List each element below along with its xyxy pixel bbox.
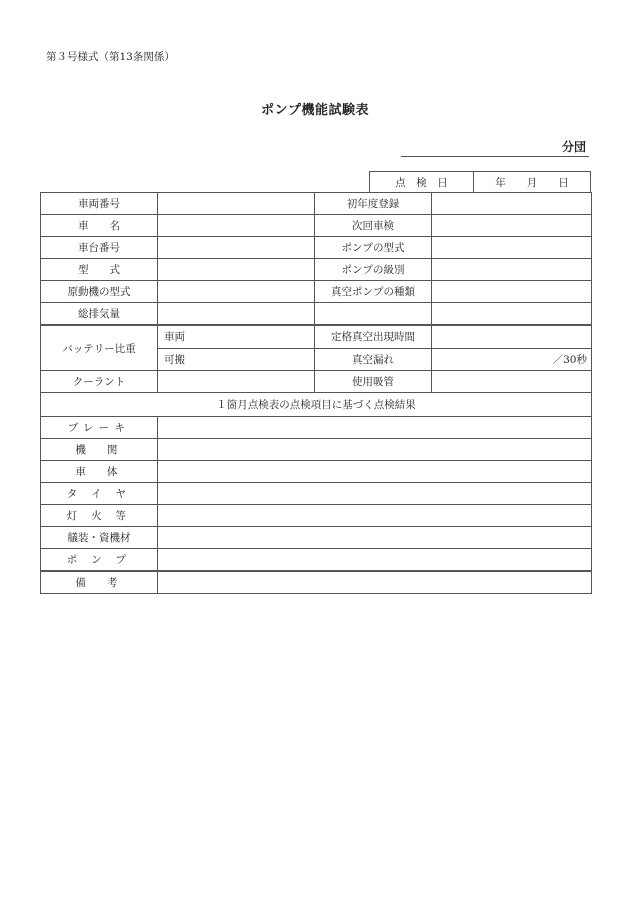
- suction-pipe-field[interactable]: [432, 371, 592, 393]
- engine-label: 機 関: [41, 439, 158, 461]
- pump-test-form: [40, 192, 592, 594]
- engine-model-field[interactable]: [158, 281, 315, 303]
- engine-model-label: 原動機の型式: [41, 281, 158, 303]
- pump-model-label: ポンプの型式: [315, 237, 432, 259]
- page-title: ポンプ機能試験表: [260, 103, 369, 118]
- unit-name-line: [401, 156, 589, 157]
- vacuum-leak-field[interactable]: ／30秒: [432, 348, 592, 371]
- remarks-field[interactable]: [158, 571, 592, 594]
- pump-grade-field[interactable]: [432, 259, 592, 281]
- engine-result-field[interactable]: [158, 439, 592, 461]
- form-number: 第３号様式（第13条関係）: [46, 51, 175, 63]
- tire-result-field[interactable]: [158, 483, 592, 505]
- pump-grade-label: ポンプの級別: [315, 259, 432, 281]
- lights-result-field[interactable]: [158, 505, 592, 527]
- body-result-field[interactable]: [158, 461, 592, 483]
- body-label: 車 体: [41, 461, 158, 483]
- pump-label: ポ ン プ: [41, 549, 158, 572]
- first-registration-field[interactable]: [432, 193, 592, 215]
- suction-pipe-label: 使用吸管: [315, 371, 432, 393]
- brake-result-field[interactable]: [158, 417, 592, 439]
- battery-portable-label[interactable]: 可搬: [158, 348, 315, 371]
- vehicle-name-field[interactable]: [158, 215, 315, 237]
- next-inspection-label: 次回車検: [315, 215, 432, 237]
- blank-cell: [315, 303, 432, 326]
- results-header: １箇月点検表の点検項目に基づく点検結果: [41, 393, 592, 417]
- first-registration-label: 初年度登録: [315, 193, 432, 215]
- lights-label: 灯 火 等: [41, 505, 158, 527]
- pump-model-field[interactable]: [432, 237, 592, 259]
- inspection-date-label: 点 検 日: [370, 172, 474, 193]
- vacuum-pump-type-field[interactable]: [432, 281, 592, 303]
- vehicle-number-field[interactable]: [158, 193, 315, 215]
- brake-label: ブレーキ: [41, 417, 158, 439]
- remarks-label: 備 考: [41, 571, 158, 594]
- equipment-label: 艤装・資機材: [41, 527, 158, 549]
- tire-label: タ イ ヤ: [41, 483, 158, 505]
- model-field[interactable]: [158, 259, 315, 281]
- vacuum-leak-label: 真空漏れ: [315, 348, 432, 371]
- vehicle-name-label: 車 名: [41, 215, 158, 237]
- inspection-date-table: [369, 171, 591, 193]
- coolant-label: クーラント: [41, 371, 158, 393]
- model-label: 型 式: [41, 259, 158, 281]
- rated-vacuum-time-label: 定格真空出現時間: [315, 325, 432, 348]
- battery-vehicle-label[interactable]: 車両: [158, 325, 315, 348]
- displacement-field[interactable]: [158, 303, 315, 326]
- next-inspection-field[interactable]: [432, 215, 592, 237]
- vehicle-number-label: 車両番号: [41, 193, 158, 215]
- unit-label: 分団: [561, 140, 586, 154]
- inspection-date-field[interactable]: 年 月 日: [474, 172, 591, 193]
- coolant-field[interactable]: [158, 371, 315, 393]
- blank-cell: [432, 303, 592, 326]
- chassis-number-label: 車台番号: [41, 237, 158, 259]
- chassis-number-field[interactable]: [158, 237, 315, 259]
- displacement-label: 総排気量: [41, 303, 158, 326]
- equipment-result-field[interactable]: [158, 527, 592, 549]
- pump-result-field[interactable]: [158, 549, 592, 572]
- battery-label: バッテリー比重: [41, 325, 158, 371]
- vacuum-pump-type-label: 真空ポンプの種類: [315, 281, 432, 303]
- rated-vacuum-time-field[interactable]: [432, 325, 592, 348]
